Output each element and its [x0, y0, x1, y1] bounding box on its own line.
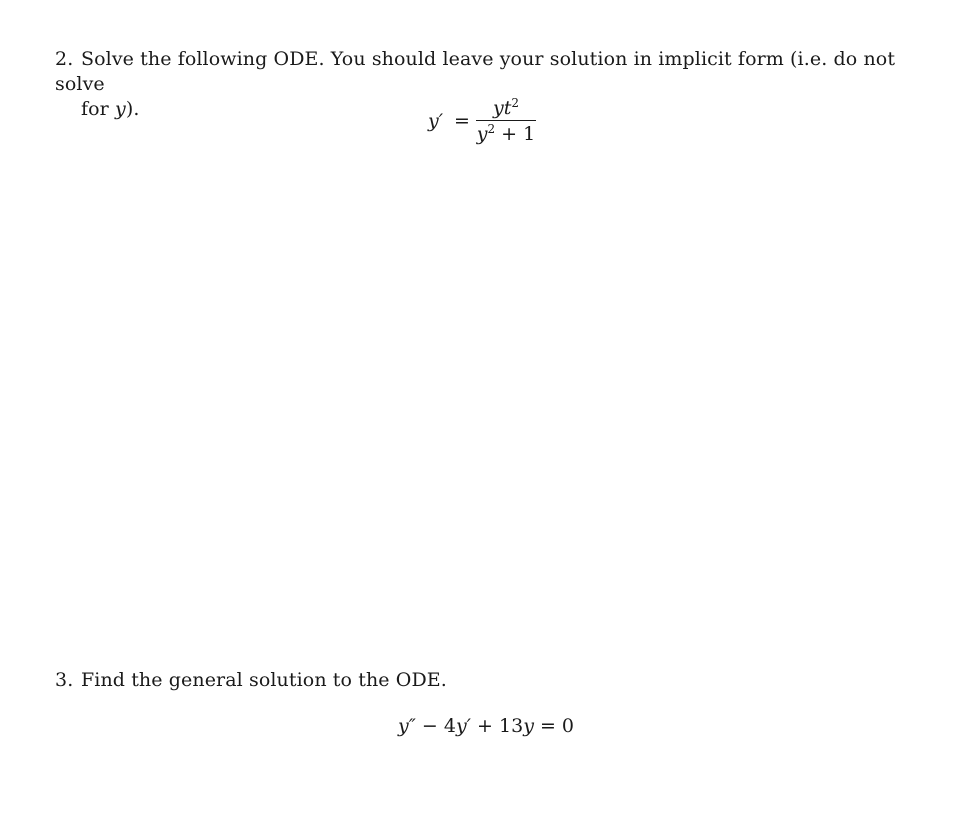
problem-2-number: 2.: [55, 48, 74, 70]
fraction-denominator: [476, 123, 536, 145]
numerator-exponent: 2: [511, 96, 519, 110]
denominator-exponent: 2: [487, 122, 496, 136]
denominator-base: y: [476, 123, 488, 145]
fraction-bar: [476, 120, 536, 121]
equation-lhs: y′: [428, 110, 444, 132]
problem-3: [55, 668, 915, 693]
eq3-y-double-prime: y″: [398, 715, 416, 737]
problem-2-text-line1: Solve the following ODE. You should leave your solution in implicit form (i.e. do not solve: [55, 48, 896, 95]
problem-2-equation: [428, 97, 548, 149]
problem-2-var-y: y: [115, 98, 126, 120]
eq3-y: y: [523, 715, 534, 737]
numerator-base: yt: [492, 97, 512, 119]
problem-2-text-line2-post: ).: [125, 98, 140, 120]
equals-sign: =: [454, 110, 470, 132]
problem-2-text-line2-pre: for: [81, 98, 115, 120]
fraction: [476, 97, 536, 145]
denominator-tail: + 1: [495, 123, 536, 145]
problem-3-number: 3.: [55, 669, 74, 691]
fraction-numerator: [476, 97, 536, 119]
problem-3-equation: [398, 715, 574, 737]
eq3-y-prime: y′: [455, 715, 471, 737]
problem-3-text: Find the general solution to the ODE.: [81, 669, 447, 691]
eq3-equals-zero: = 0: [533, 715, 575, 737]
eq3-plus-13: + 13: [471, 715, 524, 737]
eq3-minus-4: − 4: [415, 715, 456, 737]
